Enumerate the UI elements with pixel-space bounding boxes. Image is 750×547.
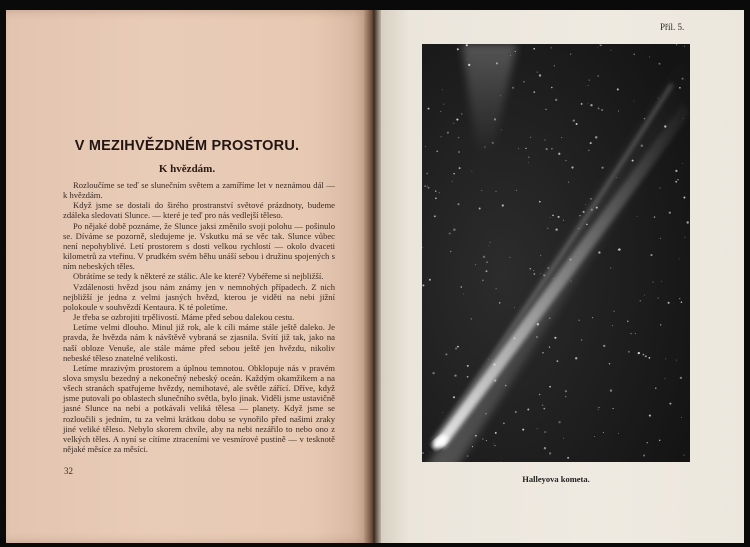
star: [681, 301, 683, 303]
star: [502, 204, 504, 206]
star: [488, 359, 489, 360]
body-text: [63, 180, 335, 454]
star: [427, 186, 428, 187]
comet-photo: [422, 44, 690, 462]
star: [533, 48, 535, 50]
star: [501, 130, 502, 131]
star: [571, 281, 572, 282]
star: [682, 78, 684, 80]
star: [461, 113, 462, 114]
star: [644, 118, 645, 119]
star: [453, 396, 455, 398]
star: [495, 432, 497, 434]
star: [590, 142, 592, 144]
paragraph: Vzdálenosti hvězd jsou nám známy jen v nemnohých případech. Z nich nejbližší je jedna z velmi jasných hvězd, kterou je viděti na nebi jižní polokoule v souhvězdí Kentaura. K té poletíme.: [63, 281, 335, 312]
star: [457, 346, 459, 348]
star: [639, 300, 641, 302]
star: [441, 136, 442, 137]
star: [565, 396, 566, 397]
star: [493, 363, 495, 365]
star: [549, 347, 550, 348]
star: [422, 452, 424, 454]
star: [575, 357, 577, 359]
star: [588, 150, 590, 152]
star: [453, 173, 454, 174]
star: [659, 440, 660, 441]
star: [485, 413, 487, 415]
paragraph: Letíme mrazivým prostorem a úplnou temnotou. Obklopuje nás v pravém slova smyslu bezedný a nekonečný nebeský oceán. Každým okamžikem a na všech stranách spatřujeme hvězdy, nemihotavé, ale světle zářící. Dříve, když jsme putovali po oblastech slunečního světla, bylo jinak. Viděli jsme ustavičně jasné Slunce na nebi a potkávali veliká tělesa — planety. Když jsme se rozloučili s jedním, tu za velmi krátkou dobu se vynořilo před našimi zraky jiné veliké těleso. Nebylo skorem chvíle, aby na nebi nezářilo to nebo ono z velkých těles. A nyní se cítíme ztraceními ve vesmírové pustině — v tesknotě nějaké měsíce za měsíci.: [63, 362, 335, 455]
star: [486, 440, 487, 441]
star: [537, 323, 539, 325]
star: [479, 208, 481, 210]
star: [539, 74, 541, 76]
star: [610, 50, 611, 51]
star: [628, 351, 630, 353]
star: [544, 431, 546, 433]
page-number: 32: [64, 466, 73, 476]
star: [686, 221, 688, 223]
star: [675, 181, 677, 183]
star: [459, 167, 461, 169]
star: [658, 298, 659, 299]
star: [486, 270, 488, 272]
star: [440, 111, 441, 112]
star: [638, 352, 640, 354]
star: [643, 454, 645, 456]
star: [475, 435, 477, 437]
star: [558, 421, 560, 423]
star: [515, 51, 516, 52]
star: [510, 55, 511, 56]
star: [454, 374, 456, 376]
star: [475, 264, 476, 265]
star: [561, 137, 562, 138]
star: [503, 423, 505, 425]
star: [450, 251, 451, 252]
star: [457, 203, 459, 205]
star: [533, 91, 535, 93]
star: [492, 142, 494, 144]
star: [549, 386, 551, 388]
star: [581, 103, 583, 105]
star: [458, 151, 460, 153]
star: [570, 53, 571, 54]
star: [447, 132, 449, 134]
star: [632, 160, 634, 162]
star: [550, 217, 551, 218]
star: [571, 166, 573, 168]
star: [581, 339, 583, 341]
star: [685, 237, 686, 238]
star: [486, 261, 488, 263]
star: [468, 64, 470, 66]
star: [661, 281, 662, 282]
star: [602, 167, 604, 169]
star: [467, 376, 469, 378]
star: [467, 365, 469, 367]
star: [660, 238, 661, 239]
star: [452, 181, 453, 182]
star: [568, 182, 569, 183]
star: [456, 119, 458, 121]
star: [457, 48, 459, 50]
paragraph: Obrátíme se tedy k některé ze stálic. Ale ke které? Vybéřeme si nejbližší.: [73, 271, 324, 282]
star: [565, 160, 566, 161]
star: [483, 256, 485, 258]
star: [514, 307, 515, 308]
star: [598, 407, 599, 408]
star: [471, 401, 473, 403]
star: [567, 457, 569, 459]
star: [509, 257, 510, 258]
star: [675, 170, 677, 172]
star: [554, 337, 556, 339]
star: [496, 62, 498, 64]
paragraph: Letíme velmi dlouho. Minul již rok, ale k cíli máme stále ještě daleko. Je pravda, že hvězda nám k návštěvě vybraná se zjasnila. Svítí již tak, jako na naší obloze Venuše, ale stále máme před sebou ještě jen hvězdu, nikoliv nebeské těleso znatelné velikosti.: [63, 322, 335, 363]
star: [496, 288, 497, 289]
star: [542, 352, 543, 353]
star: [482, 438, 483, 439]
star: [649, 415, 651, 417]
star: [683, 197, 685, 199]
star: [635, 333, 636, 334]
star: [549, 317, 551, 319]
star: [523, 81, 525, 83]
star: [609, 363, 611, 365]
star: [649, 357, 651, 359]
star: [590, 104, 592, 106]
star: [660, 324, 661, 325]
star: [528, 156, 530, 158]
star: [481, 190, 482, 191]
star: [579, 228, 580, 229]
star: [484, 146, 485, 147]
star: [436, 151, 438, 153]
star: [472, 446, 473, 447]
star: [598, 251, 600, 253]
star: [618, 433, 619, 434]
star: [533, 270, 534, 271]
star: [494, 445, 496, 447]
star: [453, 123, 454, 124]
star: [442, 89, 443, 90]
paragraph: Když jsme se dostali do širého prostranství světové prázdnoty, budeme zdáleka sledovati Slunce. — které je teď pro nás vedlejší těleso.: [63, 200, 335, 221]
star: [558, 153, 560, 155]
star: [442, 412, 443, 413]
star: [573, 119, 575, 121]
star: [658, 98, 659, 99]
star: [467, 59, 468, 60]
star: [424, 185, 426, 187]
star: [637, 216, 638, 217]
star: [439, 192, 440, 193]
star: [646, 442, 647, 443]
star: [590, 198, 591, 199]
plate-label: Příl. 5.: [660, 22, 685, 32]
star: [540, 255, 541, 256]
star: [530, 268, 531, 269]
star: [683, 455, 684, 456]
star: [643, 354, 645, 356]
star: [578, 320, 580, 322]
star: [588, 103, 589, 104]
star: [494, 118, 496, 120]
star: [679, 259, 680, 260]
star: [551, 47, 552, 48]
star: [579, 215, 580, 216]
star: [467, 455, 469, 457]
star: [676, 360, 677, 361]
star: [558, 216, 560, 218]
star: [654, 216, 655, 217]
star: [618, 111, 619, 112]
star: [490, 242, 491, 243]
star: [542, 404, 544, 406]
star: [598, 409, 599, 410]
star: [603, 432, 604, 433]
section-title: K hvězdám.: [158, 163, 216, 175]
star: [472, 171, 473, 172]
comet-photo-image: [422, 44, 690, 462]
star: [610, 268, 611, 269]
star: [528, 162, 529, 163]
star: [551, 148, 552, 149]
star: [554, 65, 555, 66]
star: [641, 145, 643, 147]
star: [543, 274, 545, 276]
star: [551, 87, 553, 89]
star: [539, 201, 541, 203]
star: [655, 388, 656, 389]
star: [488, 245, 489, 246]
star: [669, 403, 671, 405]
star: [597, 75, 599, 77]
star: [614, 311, 615, 312]
star: [458, 137, 460, 139]
star: [435, 198, 437, 200]
star: [525, 148, 526, 149]
star: [660, 187, 661, 188]
star: [445, 353, 447, 355]
star: [443, 104, 444, 105]
star: [522, 429, 524, 431]
star: [597, 47, 598, 48]
star: [659, 63, 661, 65]
star: [428, 187, 430, 189]
star: [455, 347, 457, 349]
star: [679, 87, 681, 89]
star: [679, 298, 680, 299]
star: [425, 146, 426, 147]
star: [428, 108, 430, 110]
star: [537, 72, 538, 73]
star: [650, 254, 652, 256]
star: [669, 212, 671, 214]
star: [618, 248, 620, 250]
paragraph: Po nějaké době poznáme, že Slunce jaksi změnilo svoji polohu — pošinulo se. Díváme se pozorně, sledujeme je. Vskutku má se věc tak. Slunce vůbec není nepohyblivé. Letí prostorem s dosti velkou rychlostí — okolo dvaceti kilometrů za vteřinu. V prudkém svém běhu unáší sebou i družinu spojených s ním nebeských těles.: [63, 220, 335, 272]
star: [645, 355, 647, 357]
star: [682, 163, 683, 164]
book-gutter: [364, 10, 382, 543]
star: [546, 148, 548, 150]
star: [471, 318, 472, 319]
star: [555, 228, 557, 230]
star: [601, 109, 603, 111]
star: [664, 125, 666, 127]
star: [435, 190, 436, 191]
star: [518, 148, 519, 149]
star: [594, 436, 595, 437]
star: [493, 443, 494, 444]
star: [499, 302, 501, 304]
star: [592, 317, 593, 318]
star: [500, 95, 501, 96]
star: [426, 173, 428, 175]
star: [565, 390, 567, 392]
paragraph: Rozloučíme se teď se slunečním světem a zamíříme let v neznámou dál — k hvězdám.: [63, 180, 335, 201]
star: [683, 118, 684, 119]
star: [543, 408, 545, 410]
photo-caption: Halleyova kometa.: [522, 474, 590, 484]
star: [563, 438, 564, 439]
star: [665, 358, 666, 359]
star: [495, 191, 496, 192]
star: [514, 337, 516, 339]
star: [591, 209, 593, 211]
star: [668, 302, 670, 304]
star: [432, 372, 434, 374]
star: [555, 99, 557, 101]
star: [649, 57, 650, 58]
star: [627, 321, 629, 323]
star: [588, 79, 589, 80]
star: [681, 417, 682, 418]
star: [453, 228, 455, 230]
star: [549, 452, 551, 454]
star: [553, 278, 554, 279]
star: [557, 360, 559, 362]
star: [463, 294, 464, 295]
star: [603, 345, 605, 347]
chapter-title: V MEZIHVĚZDNÉM PROSTORU.: [74, 138, 300, 154]
star: [596, 207, 598, 209]
star: [600, 45, 602, 47]
star: [537, 428, 538, 429]
star: [547, 267, 549, 269]
star: [680, 377, 682, 379]
star: [598, 107, 600, 109]
star: [552, 215, 554, 217]
star: [540, 273, 541, 274]
star: [633, 101, 634, 102]
star: [588, 85, 589, 86]
star: [527, 409, 529, 411]
star: [610, 389, 612, 391]
star: [449, 232, 451, 234]
star: [494, 380, 496, 382]
paragraph: Je třeba se ozbrojiti trpělivostí. Máme před sebou dalekou cestu.: [73, 312, 295, 323]
star: [569, 258, 571, 260]
star: [585, 204, 586, 205]
star: [616, 177, 617, 178]
star: [547, 228, 548, 229]
star: [676, 44, 677, 45]
star: [595, 136, 597, 138]
star: [612, 408, 613, 409]
star: [516, 190, 517, 191]
star: [544, 447, 546, 449]
star: [631, 333, 632, 334]
star: [576, 123, 578, 125]
star: [533, 273, 535, 275]
star: [515, 411, 517, 413]
star: [434, 215, 436, 217]
star: [505, 385, 507, 387]
star: [644, 295, 645, 296]
star: [633, 54, 635, 56]
star: [422, 284, 424, 286]
star: [544, 140, 545, 141]
star: [512, 87, 514, 89]
star: [563, 220, 564, 221]
star: [612, 325, 613, 326]
star: [586, 224, 588, 226]
star: [501, 461, 502, 462]
star: [617, 88, 619, 90]
star: [684, 46, 685, 47]
star: [429, 279, 431, 281]
star: [583, 211, 585, 213]
star: [466, 44, 468, 46]
star: [482, 280, 484, 282]
star: [530, 137, 531, 138]
star: [539, 394, 541, 396]
star: [460, 286, 462, 288]
star: [652, 281, 653, 282]
star: [664, 378, 665, 379]
star: [536, 336, 538, 338]
star: [677, 179, 678, 180]
star: [545, 109, 547, 111]
